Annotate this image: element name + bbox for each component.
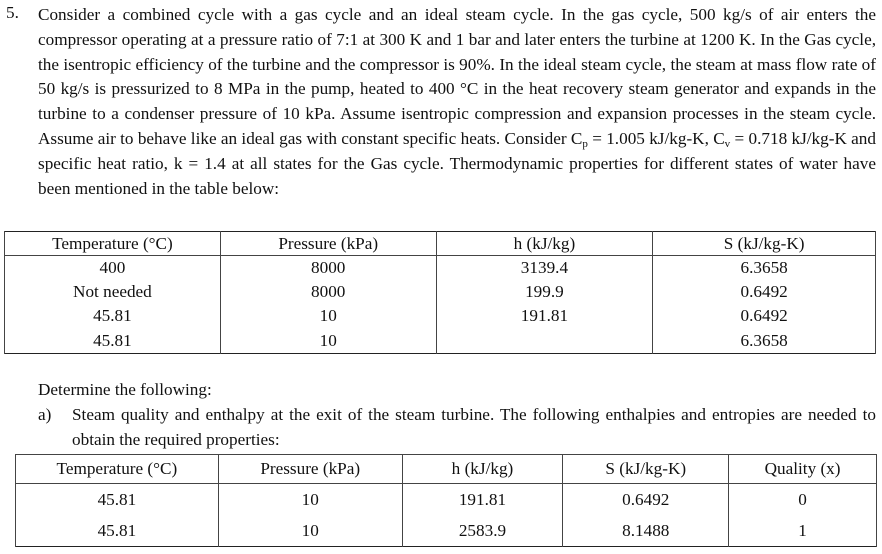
column-header-entropy: S (kJ/kg-K) bbox=[653, 232, 876, 256]
column-header-enthalpy: h (kJ/kg) bbox=[436, 232, 653, 256]
table-row bbox=[5, 256, 876, 281]
table-cell: Not needed bbox=[5, 280, 221, 304]
table-cell: 10 bbox=[220, 329, 436, 354]
table-cell: 6.3658 bbox=[653, 329, 876, 354]
table-cell: 1 bbox=[729, 515, 877, 547]
table-row bbox=[5, 304, 876, 328]
table-cell: 0 bbox=[729, 484, 877, 516]
table-cell: 8000 bbox=[220, 280, 436, 304]
table-cell: 191.81 bbox=[402, 484, 563, 516]
table-row bbox=[16, 515, 877, 547]
table-row bbox=[5, 280, 876, 304]
table-cell: 199.9 bbox=[436, 280, 653, 304]
table-cell: 45.81 bbox=[16, 515, 219, 547]
problem-text-part1: Consider a combined cycle with a gas cycle and an ideal steam cycle. In the gas cycle, 500 kg/s of air enters the compressor operating at a pressure ratio of 7:1 at 300 K and 1 bar and later enters the turbine at 1200 K. In the Gas cycle, the isentropic efficiency of the turbine and the compressor is 90%. In the ideal steam cycle, the steam at mass flow rate of 50 kg/s is pressurized to 8 MPa in the pump, heated to 400 °C in the heat recovery steam generator and expands in the turbine to a condenser pressure of 10 kPa. Assume isentropic compression and expansion processes in the steam cycle. Assume air to behave like an ideal gas with constant specific heats. Consider C bbox=[38, 5, 876, 148]
problem-text-part2: = 1.005 kJ/kg-K, C bbox=[587, 128, 725, 148]
part-a bbox=[38, 403, 876, 453]
table-row bbox=[16, 484, 877, 516]
part-a-label: a) bbox=[38, 405, 52, 424]
column-header-quality: Quality (x) bbox=[729, 455, 877, 484]
cp-subscript: p bbox=[582, 137, 588, 150]
table-cell bbox=[436, 329, 653, 354]
table-cell: 191.81 bbox=[436, 304, 653, 328]
water-properties-table bbox=[4, 231, 876, 354]
column-header-temperature: Temperature (°C) bbox=[5, 232, 221, 256]
table-cell: 10 bbox=[218, 484, 402, 516]
table-cell: 0.6492 bbox=[653, 304, 876, 328]
column-header-pressure: Pressure (kPa) bbox=[220, 232, 436, 256]
table-cell: 0.6492 bbox=[563, 484, 729, 516]
part-a-text: Steam quality and enthalpy at the exit of the steam turbine. The following enthalpies and entropies are needed to obtain the required properties: bbox=[72, 405, 876, 449]
column-header-temperature: Temperature (°C) bbox=[16, 455, 219, 484]
column-header-pressure: Pressure (kPa) bbox=[218, 455, 402, 484]
table-cell: 10 bbox=[220, 304, 436, 328]
problem-text-part3: = 0.718 kJ/kg-K and specific heat ratio, k = 1.4 at all states for the Gas cycle. Thermodynamic properties for different states of water have been mentioned in the table below: bbox=[38, 128, 876, 198]
table-cell: 45.81 bbox=[16, 484, 219, 516]
table-cell: 45.81 bbox=[5, 329, 221, 354]
table-cell: 6.3658 bbox=[653, 256, 876, 281]
saturation-properties-table bbox=[15, 454, 877, 547]
cv-subscript: v bbox=[724, 137, 731, 150]
table-cell: 45.81 bbox=[5, 304, 221, 328]
table-cell: 3139.4 bbox=[436, 256, 653, 281]
column-header-entropy: S (kJ/kg-K) bbox=[563, 455, 729, 484]
table-cell: 8000 bbox=[220, 256, 436, 281]
question-number: 5. bbox=[6, 3, 19, 22]
table-cell: 10 bbox=[218, 515, 402, 547]
table-cell: 0.6492 bbox=[653, 280, 876, 304]
problem-statement bbox=[38, 3, 876, 201]
determine-heading: Determine the following: bbox=[38, 380, 212, 399]
table-row bbox=[5, 329, 876, 354]
table-header-row bbox=[16, 455, 877, 484]
table-cell: 2583.9 bbox=[402, 515, 563, 547]
table-cell: 8.1488 bbox=[563, 515, 729, 547]
table-header-row bbox=[5, 232, 876, 256]
table-cell: 400 bbox=[5, 256, 221, 281]
column-header-enthalpy: h (kJ/kg) bbox=[402, 455, 563, 484]
